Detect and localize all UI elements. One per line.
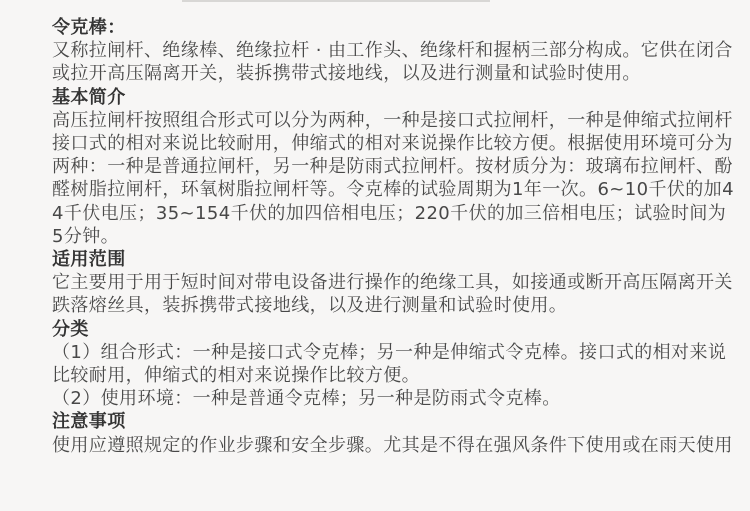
- section-body-basic-intro: 高压拉闸杆按照组合形式可以分为两种，一种是接口式拉闸杆，一种是伸缩式拉闸杆接口式的相对来说比较耐用，伸缩式的相对来说操作比较方便。根据使用环境可分为两种：一种是普通拉闸杆，另一种是防雨式拉闸杆。按材质分为：玻璃布拉闸杆、酚醛树脂拉闸杆，环氧树脂拉闸杆等。令克棒的试验周期为1年一次。6~10千伏的加44千伏电压；35~154千伏的加四倍相电压；220千伏的加三倍相电压；试验时间为5分钟。: [52, 109, 734, 247]
- article-title: 令克棒：: [52, 17, 126, 38]
- section-body-scope: 它主要用于用于短时间对带电设备进行操作的绝缘工具，如接通或断开高压隔离开关跌落熔丝具，装拆携带式接地线，以及进行测量和试验时使用。: [52, 272, 733, 317]
- top-cropped-content-remnant: [182, 0, 490, 2]
- section-heading-scope: 适用范围: [52, 249, 126, 271]
- section-heading-precautions: 注意事项: [52, 411, 126, 433]
- intro-paragraph: 又称拉闸杆、绝缘棒、绝缘拉杆 · 由工作头、绝缘杆和握柄三部分构成。它供在闭合或拉开高压隔离开关，装拆携带式接地线，以及进行测量和试验时使用。: [52, 40, 733, 85]
- classification-item-2: （2）使用环境：一种是普通令克棒；另一种是防雨式令克棒。: [52, 388, 561, 410]
- section-heading-basic-intro: 基本简介: [52, 86, 126, 108]
- classification-item-1: （1）组合形式：一种是接口式令克棒；另一种是伸缩式令克棒。接口式的相对来说比较耐用，伸缩式的相对来说操作比较方便。: [52, 341, 727, 387]
- section-body-precautions: 使用应遵照规定的作业步骤和安全步骤。尤其是不得在强风条件下使用或在雨天使用: [52, 434, 733, 456]
- section-heading-classification: 分类: [52, 318, 89, 340]
